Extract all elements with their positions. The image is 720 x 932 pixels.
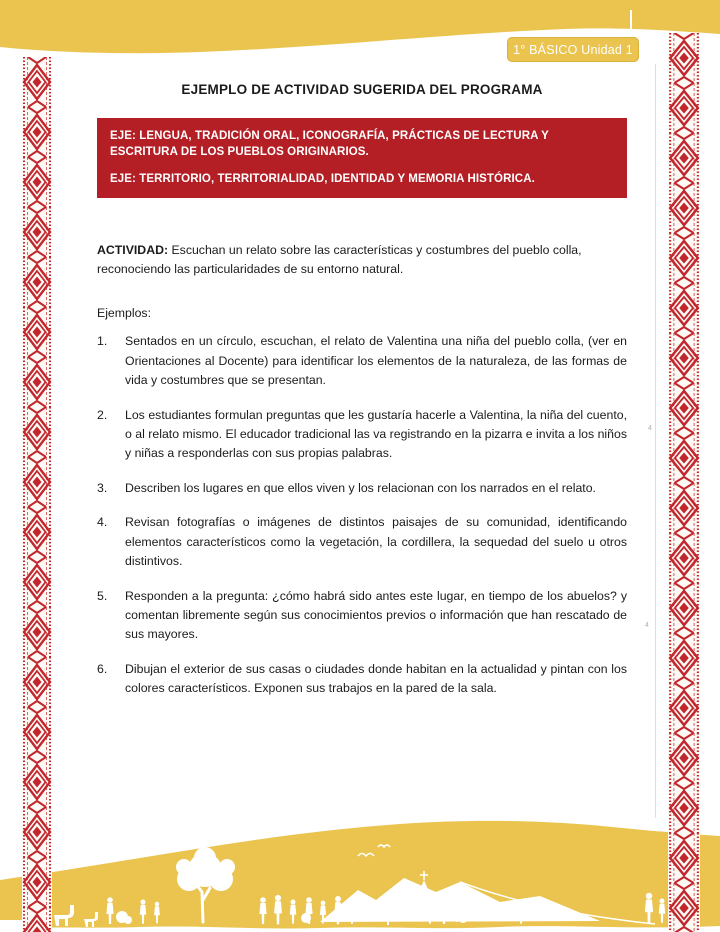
activity-text: Escuchan un relato sobre las características y costumbres del pueblo colla, reconociendo las particularidades de su entorno natural. — [97, 242, 582, 277]
list-item — [97, 587, 627, 645]
list-item — [97, 332, 627, 390]
list-item — [97, 479, 627, 498]
page-edge-line — [655, 64, 656, 818]
list-item-number: 1. — [97, 334, 108, 349]
examples-label: Ejemplos: — [97, 306, 151, 321]
left-textile-band-icon — [22, 57, 52, 932]
activity-label: ACTIVIDAD: — [97, 242, 169, 257]
list-item-number: 3. — [97, 480, 108, 495]
eje-line-2: EJE: TERRITORIO, TERRITORIALIDAD, IDENTIDAD Y MEMORIA HISTÓRICA. — [110, 172, 535, 185]
edge-mark: 4 — [648, 425, 652, 432]
list-item-text: Dibujan el exterior de sus casas o ciudades donde habitan en la actualidad y pintan con los colores característicos. Exponen sus trabajos en la pared de la sala. — [125, 661, 627, 696]
activity-paragraph — [97, 241, 627, 279]
list-item-text: Sentados en un círculo, escuchan, el relato de Valentina una niña del pueblo colla, (ver en Orientaciones al Docente) para identificar los elementos de la naturaleza, de las formas de vida y costumbres que se presentan. — [125, 334, 627, 388]
examples-list — [97, 332, 627, 698]
list-item — [97, 660, 627, 699]
list-item — [97, 406, 627, 464]
footer-landscape — [0, 818, 720, 932]
list-item-text: Responden a la pregunta: ¿cómo habrá sido antes este lugar, en tiempo de los abuelos? y comentan libremente según sus conocimientos previos o información que han rescatado de sus mayores. — [125, 588, 627, 642]
edge-mark: 4 — [645, 622, 649, 629]
right-textile-band-icon — [668, 33, 700, 932]
list-item-number: 6. — [97, 661, 108, 676]
list-item-text: Describen los lugares en que ellos viven y los relacionan con los narrados en el relato. — [125, 480, 596, 495]
header-slit — [630, 10, 632, 38]
list-item-text: Revisan fotografías o imágenes de distintos paisajes de su comunidad, identificando elementos característicos como la vegetación, la cordillera, la sequedad del suelo u otros distintivos. — [125, 515, 627, 569]
unit-badge — [507, 37, 639, 62]
list-item-number: 5. — [97, 588, 108, 603]
page-title: EJEMPLO DE ACTIVIDAD SUGERIDA DEL PROGRAMA — [181, 82, 543, 97]
list-item-number: 4. — [97, 515, 108, 530]
list-item-text: Los estudiantes formulan preguntas que les gustaría hacerle a Valentina, la niña del cuento, o al relato mismo. El educador tradicional las va registrando en la pizarra e invita a los niños y niñas a responderlas con sus propias palabras. — [125, 407, 627, 461]
unit-badge-label: 1° BÁSICO Unidad 1 — [513, 42, 633, 57]
document-body — [97, 82, 627, 714]
list-item — [97, 513, 627, 571]
list-item-number: 2. — [97, 407, 108, 422]
eje-banner — [97, 118, 627, 198]
eje-line-1: EJE: LENGUA, TRADICIÓN ORAL, ICONOGRAFÍA, PRÁCTICAS DE LECTURA Y ESCRITURA DE LOS PUEBLOS ORIGINARIOS. — [110, 130, 549, 159]
